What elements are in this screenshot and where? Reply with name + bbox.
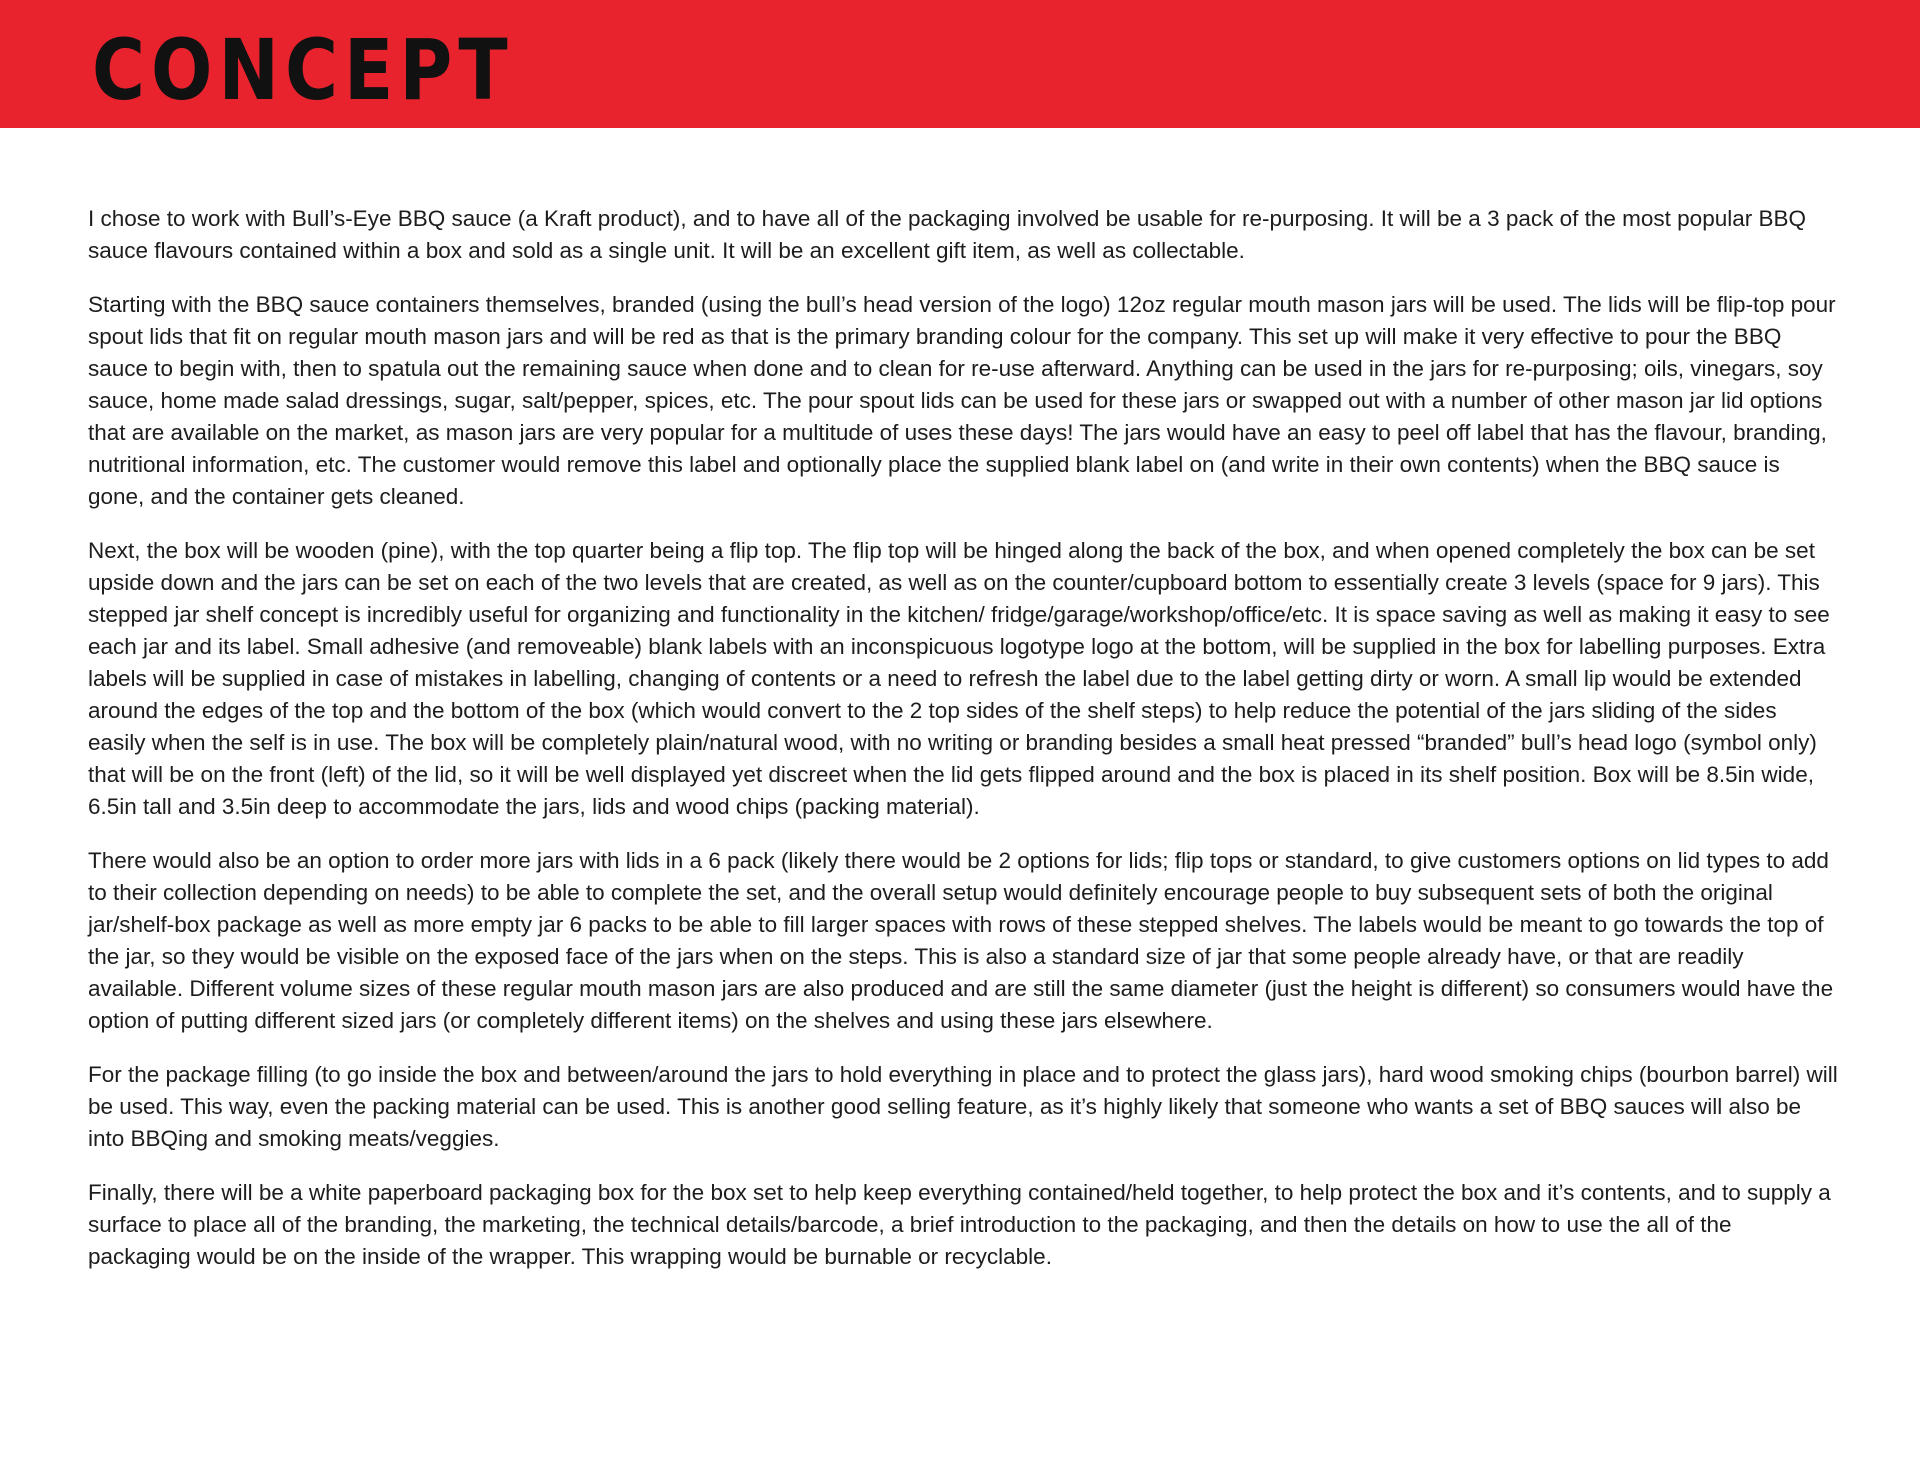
body-text xyxy=(88,203,1838,1295)
paragraph-intro: I chose to work with Bull’s-Eye BBQ sauce (a Kraft product), and to have all of the packaging involved be usable for re-purposing. It will be a 3 pack of the most popular BBQ sauce flavours contained within a box and sold as a single unit. It will be an excellent gift item, as well as collectable. xyxy=(88,206,1806,263)
paragraph-containers: Starting with the BBQ sauce containers themselves, branded (using the bull’s head version of the logo) 12oz regular mouth mason jars will be used. The lids will be flip-top pour spout lids that fit on regular mouth mason jars and will be red as that is the primary branding colour for the company. This set up will make it very effective to pour the BBQ sauce to begin with, then to spatula out the remaining sauce when done and to clean for re-use afterward. Anything can be used in the jars for re-purposing; oils, vinegars, soy sauce, home made salad dressings, sugar, salt/pepper, spices, etc. The pour spout lids can be used for these jars or swapped out with a number of other mason jar lid options that are available on the market, as mason jars are very popular for a multitude of uses these days! The jars would have an easy to peel off label that has the flavour, branding, nutritional information, etc. The customer would remove this label and optionally place the supplied blank label on (and write in their own contents) when the BBQ sauce is gone, and the container gets cleaned. xyxy=(88,292,1836,509)
paragraph-wooden-box: Next, the box will be wooden (pine), with the top quarter being a flip top. The flip top will be hinged along the back of the box, and when opened completely the box can be set upside down and the jars can be set on each of the two levels that are created, as well as on the counter/cupboard bottom to essentially create 3 levels (space for 9 jars). This stepped jar shelf concept is incredibly useful for organizing and functionality in the kitchen/ fridge/garage/workshop/office/etc. It is space saving as well as making it easy to see each jar and its label. Small adhesive (and removeable) blank labels with an inconspicuous logotype logo at the bottom, will be supplied in the box for labelling purposes. Extra labels will be supplied in case of mistakes in labelling, changing of contents or a need to refresh the label due to the label getting dirty or worn. A small lip would be extended around the edges of the top and the bottom of the box (which would convert to the 2 top sides of the shelf steps) to help reduce the potential of the jars sliding of the sides easily when the self is in use. The box will be completely plain/natural wood, with no writing or branding besides a small heat pressed “branded” bull’s head logo (symbol only) that will be on the front (left) of the lid, so it will be well displayed yet discreet when the lid gets flipped around and the box is placed in its shelf position. Box will be 8.5in wide, 6.5in tall and 3.5in deep to accommodate the jars, lids and wood chips (packing material). xyxy=(88,538,1830,819)
paragraph-extra-jars: There would also be an option to order more jars with lids in a 6 pack (likely there would be 2 options for lids; flip tops or standard, to give customers options on lid types to add to their collection depending on needs) to be able to complete the set, and the overall setup would definitely encourage people to buy subsequent sets of both the original jar/shelf-box package as well as more empty jar 6 packs to be able to fill larger spaces with rows of these stepped shelves. The labels would be meant to go towards the top of the jar, so they would be visible on the exposed face of the jars when on the steps. This is also a standard size of jar that some people already have, or that are readily available. Different volume sizes of these regular mouth mason jars are also produced and are still the same diameter (just the height is different) so consumers would have the option of putting different sized jars (or completely different items) on the shelves and using these jars elsewhere. xyxy=(88,848,1834,1033)
paragraph-wrapper: Finally, there will be a white paperboard packaging box for the box set to help keep everything contained/held together, to help protect the box and it’s contents, and to supply a surface to place all of the branding, the marketing, the technical details/barcode, a brief introduction to the packaging, and then the details on how to use the all of the packaging would be on the inside of the wrapper. This wrapping would be burnable or recyclable. xyxy=(88,1180,1831,1269)
header-band xyxy=(0,0,1920,128)
paragraph-package-filling: For the package filling (to go inside the box and between/around the jars to hold everything in place and to protect the glass jars), hard wood smoking chips (bourbon barrel) will be used. This way, even the packing material can be used. This is another good selling feature, as it’s highly likely that someone who wants a set of BBQ sauces will also be into BBQing and smoking meats/veggies. xyxy=(88,1062,1838,1151)
page-title: CONCEPT xyxy=(92,21,514,119)
